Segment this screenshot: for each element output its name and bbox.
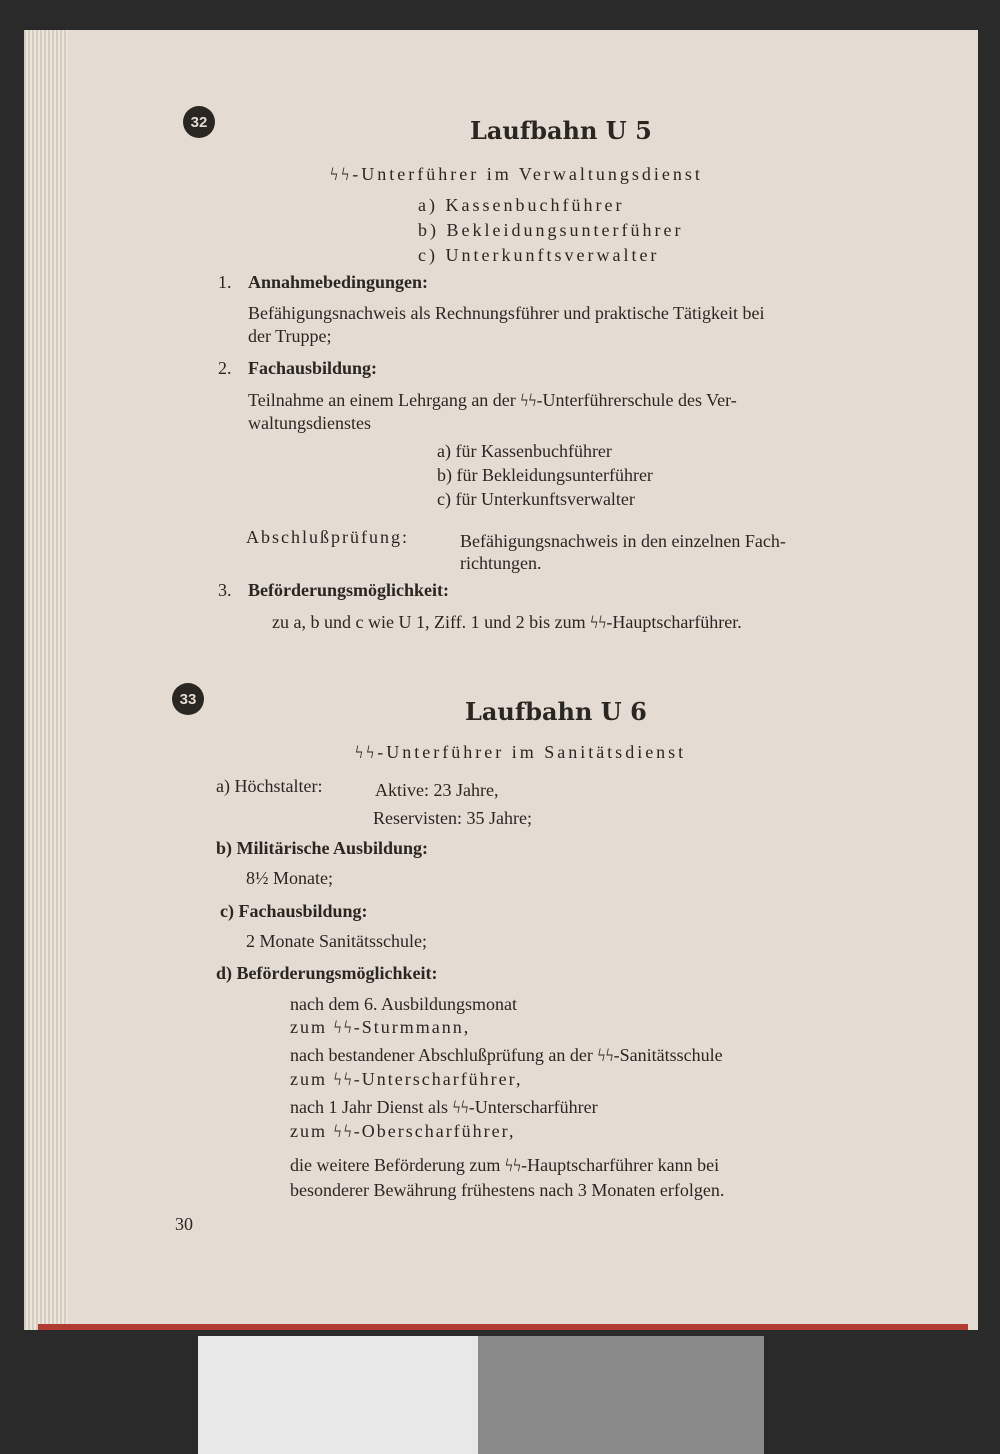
item-number: 3. xyxy=(218,580,232,600)
heading-fachausbildung-u6: c) Fachausbildung: xyxy=(220,901,368,921)
label-hoechstalter: a) Höchstalter: xyxy=(216,776,323,796)
course-item: c) für Unterkunftsverwalter xyxy=(437,489,635,509)
course-item: b) für Bekleidungsunterführer xyxy=(437,465,653,485)
body-line: zum ϟϟ-Unterscharführer, xyxy=(290,1069,523,1089)
body-line: der Truppe; xyxy=(248,326,332,346)
section-subtitle-u5: ϟϟ-Unterführer im Verwaltungsdienst xyxy=(330,164,703,184)
body-line: richtungen. xyxy=(460,553,542,573)
heading-annahmebedingungen: Annahmebedingungen: xyxy=(248,272,429,292)
red-page-edge xyxy=(38,1324,968,1330)
body-line: waltungsdienstes xyxy=(248,413,371,433)
heading-befoerderung-u6: d) Beförderungsmöglichkeit: xyxy=(216,963,438,983)
body-line: Befähigungsnachweis in den einzelnen Fach- xyxy=(460,531,786,551)
role-item: c) Unterkunftsverwalter xyxy=(418,245,660,265)
section-badge-33: 33 xyxy=(172,683,204,715)
scan-calibration-grey xyxy=(478,1336,764,1454)
body-line: nach dem 6. Ausbildungsmonat xyxy=(290,994,517,1014)
body-line: 8½ Monate; xyxy=(246,868,333,888)
body-line: Aktive: 23 Jahre, xyxy=(375,780,499,800)
scan-calibration-white xyxy=(198,1336,478,1454)
body-line: Befähigungsnachweis als Rechnungsführer und praktische Tätigkeit bei xyxy=(248,303,765,323)
section-title-u5: Laufbahn U 5 xyxy=(470,116,652,145)
heading-befoerderungsmoeglichkeit: Beförderungsmöglichkeit: xyxy=(248,580,449,600)
body-line: Reservisten: 35 Jahre; xyxy=(373,808,532,828)
item-number: 1. xyxy=(218,272,232,292)
exam-label: Abschlußprüfung: xyxy=(246,527,409,547)
body-line: 2 Monate Sanitätsschule; xyxy=(246,931,427,951)
body-line: besonderer Bewährung frühestens nach 3 Monaten erfolgen. xyxy=(290,1180,725,1200)
body-line: Teilnahme an einem Lehrgang an der ϟϟ-Unterführerschule des Ver- xyxy=(248,390,737,410)
role-item: a) Kassenbuchführer xyxy=(418,195,625,215)
section-badge-32: 32 xyxy=(183,106,215,138)
page-number: 30 xyxy=(175,1214,193,1234)
body-line: zum ϟϟ-Sturmmann, xyxy=(290,1017,471,1037)
body-line: nach 1 Jahr Dienst als ϟϟ-Unterscharführer xyxy=(290,1097,598,1117)
body-line: die weitere Beförderung zum ϟϟ-Hauptscharführer kann bei xyxy=(290,1155,720,1175)
body-line: zu a, b und c wie U 1, Ziff. 1 und 2 bis zum ϟϟ-Hauptscharführer. xyxy=(272,612,742,632)
course-item: a) für Kassenbuchführer xyxy=(437,441,612,461)
page-stack-edge xyxy=(24,30,68,1330)
section-title-u6: Laufbahn U 6 xyxy=(465,697,647,726)
heading-fachausbildung: Fachausbildung: xyxy=(248,358,378,378)
body-line: nach bestandener Abschlußprüfung an der ϟϟ-Sanitätsschule xyxy=(290,1045,723,1065)
item-number: 2. xyxy=(218,358,232,378)
section-subtitle-u6: ϟϟ-Unterführer im Sanitätsdienst xyxy=(355,742,687,762)
body-line: zum ϟϟ-Oberscharführer, xyxy=(290,1121,516,1141)
heading-militaerische-ausbildung: b) Militärische Ausbildung: xyxy=(216,838,429,858)
role-item: b) Bekleidungsunterführer xyxy=(418,220,684,240)
